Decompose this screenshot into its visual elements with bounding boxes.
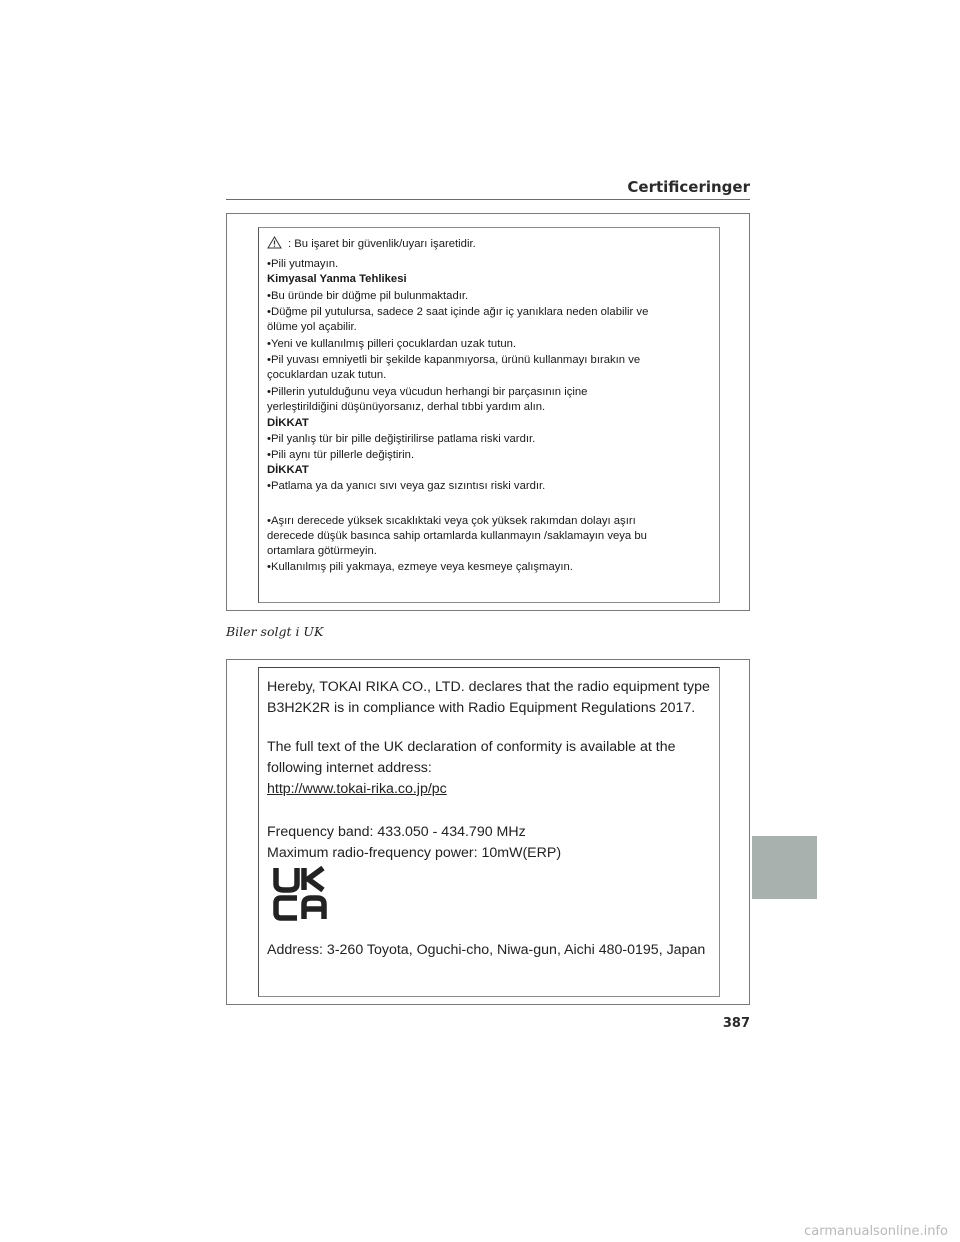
warning-line-text: •Pil yanlış tür bir pille değiştirilirse patlama riski vardır. <box>267 432 536 445</box>
manufacturer-address: Address: 3-260 Toyota, Oguchi-cho, Niwa-gun, Aichi 480-0195, Japan <box>267 942 706 958</box>
warning-line-text: DİKKAT <box>267 464 309 477</box>
warning-line-text: ölüme yol açabilir. <box>267 321 357 334</box>
warning-triangle-icon <box>267 236 282 252</box>
turkish-warning-box <box>226 213 750 611</box>
warning-line <box>267 402 648 413</box>
warning-line <box>267 339 648 350</box>
warning-line <box>267 387 648 398</box>
declaration-line-1: Hereby, TOKAI RIKA CO., LTD. declares that the radio equipment type <box>267 679 710 695</box>
page-header-title: Certificeringer <box>627 178 750 196</box>
declaration-url-link[interactable]: http://www.tokai-rika.co.jp/pc <box>267 781 447 797</box>
ukca-mark-logo <box>271 866 329 927</box>
max-rf-power: Maximum radio-frequency power: 10mW(ERP) <box>267 845 562 861</box>
warning-line-text: •Düğme pil yutulursa, sadece 2 saat içinde ağır iç yanıklara neden olabilir ve <box>267 306 649 319</box>
warning-line <box>267 370 648 381</box>
warning-line-text: •Pili yutmayın. <box>267 258 339 271</box>
warning-line <box>267 481 648 492</box>
declaration-line-2: B3H2K2R is in compliance with Radio Equipment Regulations 2017. <box>267 700 696 716</box>
warning-line-text: •Pili aynı tür pillerle değiştirin. <box>267 448 415 461</box>
warning-line <box>267 355 648 366</box>
turkish-warning-lines <box>267 236 648 573</box>
warning-line <box>267 259 648 270</box>
warning-line-text: •Patlama ya da yanıcı sıvı veya gaz sızıntısı riski vardır. <box>267 480 546 493</box>
warning-line-text: çocuklardan uzak tutun. <box>267 369 387 382</box>
watermark: carmanualsonline.info <box>804 1224 948 1239</box>
warning-line-text: derecede düşük basınca sahip ortamlarda kullanmayın /saklamayın veya bu <box>267 530 647 543</box>
warning-line-text: •Aşırı derecede yüksek sıcaklıktaki veya çok yüksek rakımdan dolayı aşırı <box>267 514 636 527</box>
warning-line-text: ortamlara götürmeyin. <box>267 545 377 558</box>
uk-declaration-scan <box>258 667 720 997</box>
warning-line-text: yerleştirildiğini düşünüyorsanız, derhal tıbbi yardım alın. <box>267 400 546 413</box>
warning-line-text: •Yeni ve kullanılmış pilleri çocuklardan uzak tutun. <box>267 337 517 350</box>
spacer <box>267 800 710 822</box>
warning-line <box>267 322 648 333</box>
figure-caption: Biler solgt i UK <box>226 624 324 639</box>
warning-line <box>267 516 648 527</box>
warning-line-text: Kimyasal Yanma Tehlikesi <box>267 272 407 285</box>
warning-line <box>267 434 648 445</box>
conformity-line-1: The full text of the UK declaration of conformity is available at the <box>267 739 676 755</box>
warning-heading <box>267 274 648 285</box>
uk-declaration-text <box>267 677 710 864</box>
warning-line-text: •Pil yuvası emniyetli bir şekilde kapanmıyorsa, ürünü kullanmayı bırakın ve <box>267 354 641 367</box>
warning-line-text: •Bu üründe bir düğme pil bulunmaktadır. <box>267 289 469 302</box>
header-rule <box>226 199 750 200</box>
warning-line <box>267 450 648 461</box>
warning-line-text: DİKKAT <box>267 417 309 430</box>
warning-heading <box>267 465 648 476</box>
warning-heading <box>267 418 648 429</box>
turkish-warning-scan <box>258 227 720 603</box>
uk-declaration-box <box>226 659 750 1005</box>
section-side-tab <box>752 836 817 899</box>
warning-line <box>267 291 648 302</box>
page-number: 387 <box>722 1016 750 1031</box>
warning-line <box>267 307 648 318</box>
conformity-line-2: following internet address: <box>267 760 432 776</box>
warning-line <box>267 546 648 557</box>
warning-line <box>267 562 648 573</box>
warning-line <box>267 236 648 252</box>
warning-line-text: •Pillerin yutulduğunu veya vücudun herhangi bir parçasının içine <box>267 385 588 398</box>
warning-line-text: : Bu işaret bir güvenlik/uyarı işaretidir. <box>288 238 476 250</box>
spacer <box>267 719 710 737</box>
warning-line-text: •Kullanılmış pili yakmaya, ezmeye veya kesmeye çalışmayın. <box>267 560 573 573</box>
warning-line <box>267 531 648 542</box>
frequency-band: Frequency band: 433.050 - 434.790 MHz <box>267 824 526 840</box>
